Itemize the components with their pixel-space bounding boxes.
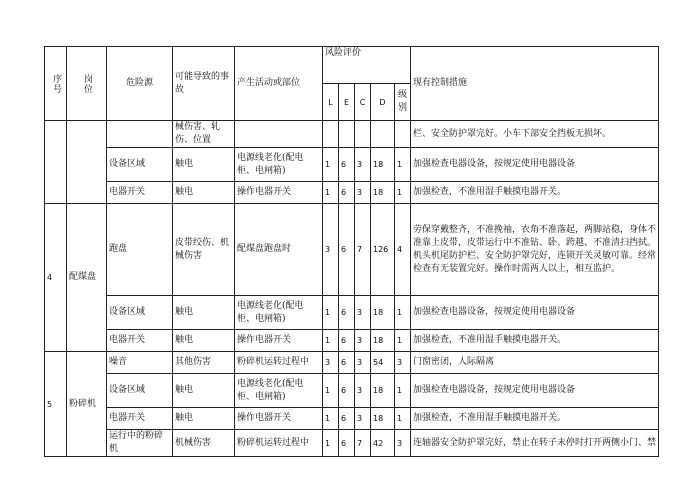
C-cell: 3 bbox=[355, 352, 371, 374]
header-level: 级别 bbox=[395, 84, 411, 121]
table-row bbox=[45, 121, 659, 148]
accident-cell: 触电 bbox=[173, 374, 235, 408]
L-cell: 1 bbox=[323, 148, 339, 182]
accident-cell: 皮带绞伤、机械伤害 bbox=[173, 204, 235, 296]
L-cell: 1 bbox=[323, 296, 339, 330]
level-cell: 1 bbox=[395, 296, 411, 330]
L-cell: 1 bbox=[323, 408, 339, 430]
accident-cell: 其他伤害 bbox=[173, 352, 235, 374]
activity-cell: 电源线老化(配电柜、电闸箱) bbox=[235, 148, 323, 182]
L-cell: 3 bbox=[323, 352, 339, 374]
E-cell: 6 bbox=[339, 182, 355, 204]
accident-cell: 触电 bbox=[173, 408, 235, 430]
table-row bbox=[45, 330, 659, 352]
hazard-cell: 运行中的粉碎机 bbox=[107, 430, 173, 457]
table-row bbox=[45, 408, 659, 430]
D-cell: 18 bbox=[371, 296, 395, 330]
C-cell: 3 bbox=[355, 296, 371, 330]
C-cell: 3 bbox=[355, 408, 371, 430]
header-E: E bbox=[339, 84, 355, 121]
measures-cell: 加强检查，不准用湿手触摸电器开关。 bbox=[411, 182, 659, 204]
measures-cell: 加强检查电器设备，按规定使用电器设备 bbox=[411, 148, 659, 182]
activity-cell: 操作电器开关 bbox=[235, 408, 323, 430]
measures-cell: 门窗密闭，人际隔离 bbox=[411, 352, 659, 374]
level-cell: 3 bbox=[395, 430, 411, 457]
header-C: C bbox=[355, 84, 371, 121]
L-cell: 1 bbox=[323, 374, 339, 408]
hazard-cell: 设备区域 bbox=[107, 148, 173, 182]
table-row bbox=[45, 296, 659, 330]
accident-cell: 械伤害、轧伤、位置 bbox=[173, 121, 235, 148]
header-row bbox=[45, 47, 659, 84]
header-post: 岗位 bbox=[67, 47, 107, 121]
measures-cell: 连轴器安全防护罩完好，禁止在转子未停时打开两侧小门、禁 bbox=[411, 430, 659, 457]
C-cell: 7 bbox=[355, 430, 371, 457]
level-cell: 1 bbox=[395, 330, 411, 352]
accident-cell: 触电 bbox=[173, 296, 235, 330]
table-row bbox=[45, 182, 659, 204]
post-cell: 配煤盘 bbox=[67, 204, 107, 352]
E-cell bbox=[339, 121, 355, 148]
E-cell: 6 bbox=[339, 430, 355, 457]
activity-cell: 粉碎机运转过程中 bbox=[235, 430, 323, 457]
hazard-cell: 跑盘 bbox=[107, 204, 173, 296]
D-cell: 126 bbox=[371, 204, 395, 296]
table-row bbox=[45, 148, 659, 182]
E-cell: 6 bbox=[339, 352, 355, 374]
L-cell: 1 bbox=[323, 330, 339, 352]
measures-cell: 加强检查电器设备，按规定使用电器设备 bbox=[411, 374, 659, 408]
header-accident: 可能导致的事故 bbox=[173, 47, 235, 121]
D-cell: 54 bbox=[371, 352, 395, 374]
hazard-cell: 电器开关 bbox=[107, 330, 173, 352]
measures-cell: 加强检查，不准用湿手触摸电器开关。 bbox=[411, 330, 659, 352]
hazard-cell: 设备区域 bbox=[107, 296, 173, 330]
risk-assessment-table-page bbox=[44, 46, 659, 457]
seq-cell-empty bbox=[45, 121, 67, 204]
E-cell: 6 bbox=[339, 204, 355, 296]
activity-cell: 电源线老化(配电柜、电闸箱) bbox=[235, 374, 323, 408]
D-cell: 18 bbox=[371, 330, 395, 352]
C-cell bbox=[355, 121, 371, 148]
post-cell-empty bbox=[67, 121, 107, 204]
post-cell: 粉碎机 bbox=[67, 352, 107, 457]
E-cell: 6 bbox=[339, 296, 355, 330]
accident-cell: 触电 bbox=[173, 330, 235, 352]
activity-cell: 粉碎机运转过程中 bbox=[235, 352, 323, 374]
header-risk: 风险评价 bbox=[323, 47, 411, 84]
measures-cell: 栏、安全防护罩完好。小车下部安全挡板无损坏。 bbox=[411, 121, 659, 148]
header-measures: 现有控制措施 bbox=[411, 47, 659, 121]
L-cell: 1 bbox=[323, 182, 339, 204]
D-cell: 42 bbox=[371, 430, 395, 457]
level-cell: 1 bbox=[395, 182, 411, 204]
header-activity: 产生活动或部位 bbox=[235, 47, 323, 121]
activity-cell bbox=[235, 121, 323, 148]
table-row bbox=[45, 430, 659, 457]
level-cell: 1 bbox=[395, 374, 411, 408]
hazard-cell: 噪音 bbox=[107, 352, 173, 374]
table-row bbox=[45, 374, 659, 408]
level-cell: 3 bbox=[395, 352, 411, 374]
C-cell: 7 bbox=[355, 204, 371, 296]
accident-cell: 触电 bbox=[173, 148, 235, 182]
E-cell: 6 bbox=[339, 330, 355, 352]
header-hazard: 危险源 bbox=[107, 47, 173, 121]
C-cell: 3 bbox=[355, 182, 371, 204]
level-cell: 1 bbox=[395, 148, 411, 182]
activity-cell: 操作电器开关 bbox=[235, 330, 323, 352]
measures-cell: 加强检查，不准用湿手触摸电器开关。 bbox=[411, 408, 659, 430]
measures-cell: 加强检查电器设备，按规定使用电器设备 bbox=[411, 296, 659, 330]
activity-cell: 配煤盘跑盘时 bbox=[235, 204, 323, 296]
C-cell: 3 bbox=[355, 330, 371, 352]
L-cell: 1 bbox=[323, 430, 339, 457]
hazard-cell: 电器开关 bbox=[107, 408, 173, 430]
risk-assessment-table bbox=[44, 46, 659, 457]
accident-cell: 触电 bbox=[173, 182, 235, 204]
activity-cell: 电源线老化(配电柜、电闸箱) bbox=[235, 296, 323, 330]
hazard-cell: 电器开关 bbox=[107, 182, 173, 204]
header-D: D bbox=[371, 84, 395, 121]
hazard-cell: 设备区域 bbox=[107, 374, 173, 408]
table-row bbox=[45, 204, 659, 296]
level-cell: 4 bbox=[395, 204, 411, 296]
D-cell: 18 bbox=[371, 408, 395, 430]
level-cell: 1 bbox=[395, 408, 411, 430]
E-cell: 6 bbox=[339, 408, 355, 430]
table-row bbox=[45, 352, 659, 374]
L-cell: 3 bbox=[323, 204, 339, 296]
D-cell: 18 bbox=[371, 148, 395, 182]
accident-cell: 机械伤害 bbox=[173, 430, 235, 457]
measures-cell: 劳保穿戴整齐，不准挽袖，衣角不准落起，两脚站稳，身体不准靠上皮带，皮带运行中不准钻、卧、跨越、不准清扫挡拭。机头机尾防护栏、安全防护罩完好，连锁开关灵敏可靠。经常检查有无装置完好。操作时需两人以上，相互监护。 bbox=[411, 204, 659, 296]
D-cell: 18 bbox=[371, 182, 395, 204]
L-cell bbox=[323, 121, 339, 148]
D-cell bbox=[371, 121, 395, 148]
C-cell: 3 bbox=[355, 374, 371, 408]
level-cell bbox=[395, 121, 411, 148]
hazard-cell bbox=[107, 121, 173, 148]
E-cell: 6 bbox=[339, 148, 355, 182]
seq-cell: 5 bbox=[45, 352, 67, 457]
D-cell: 18 bbox=[371, 374, 395, 408]
activity-cell: 操作电器开关 bbox=[235, 182, 323, 204]
seq-cell: 4 bbox=[45, 204, 67, 352]
E-cell: 6 bbox=[339, 374, 355, 408]
C-cell: 3 bbox=[355, 148, 371, 182]
header-seq: 序号 bbox=[45, 47, 67, 121]
header-L: L bbox=[323, 84, 339, 121]
